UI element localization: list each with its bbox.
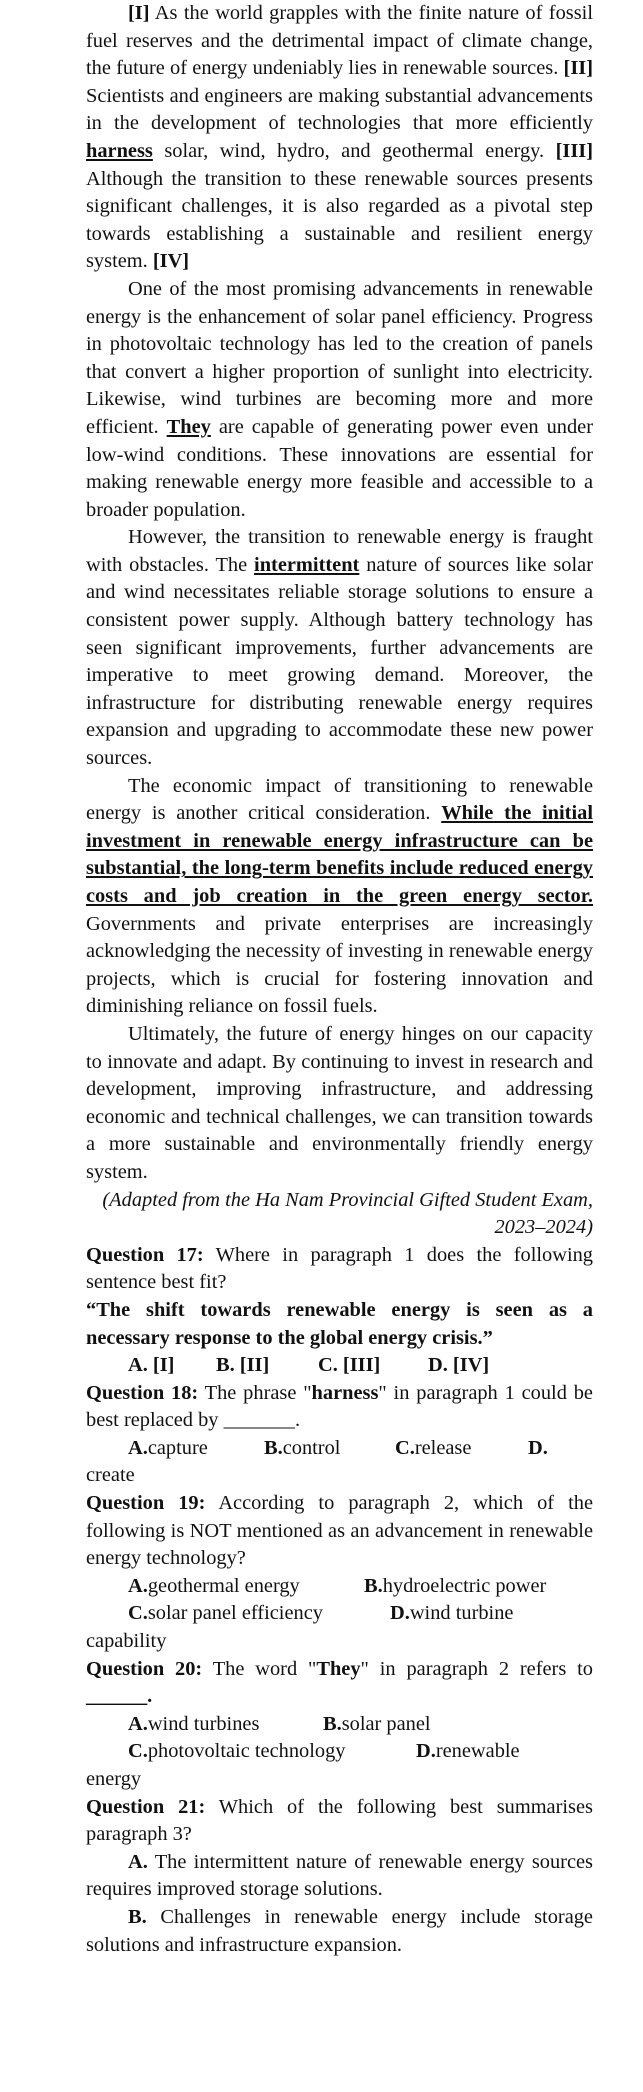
option-c[interactable]: C. [III] <box>318 1354 381 1377</box>
question-label: Question 19: <box>86 1492 206 1515</box>
option-d-text[interactable]: create <box>86 1464 135 1487</box>
question-17 <box>86 1242 593 1297</box>
position-marker-2: [II] <box>563 57 593 80</box>
question-20-options-cd <box>86 1738 593 1766</box>
option-b[interactable]: B. [II] <box>216 1354 270 1377</box>
option-c[interactable]: C.photovoltaic technology <box>128 1740 346 1763</box>
keyword-harness: harness <box>86 139 153 162</box>
question-21 <box>86 1794 593 1849</box>
paragraph-text: However, the transition to renewable energy is fraught with obstacles. The <box>86 526 593 576</box>
paragraph-text: Governments and private enterprises are increasingly acknowledging the necessity of investing in renewable energy projects, which is crucial for fostering innovation and diminishing reliance on fossil fuels. <box>86 912 593 1018</box>
option-d-text[interactable]: energy <box>86 1768 142 1790</box>
source-citation: (Adapted from the Ha Nam Provincial Gifted Student Exam, 2023–2024) <box>102 1188 593 1239</box>
paragraph-text: As the world grapples with the finite nature of fossil fuel reserves and the detrimental impact of climate change, the future of energy undeniably lies in renewable sources. <box>86 2 593 80</box>
question-stem: Which of the following best summarises paragraph 3? <box>86 1795 593 1846</box>
question-label: Question 17: <box>86 1243 204 1266</box>
paragraph-text: nature of sources like solar and wind necessitates reliable storage solutions to ensure a consistent power supply. Although battery technology has seen significant improvements, further advancements are imperative to meet growing demand. Moreover, the infrastructure for distributing renewable energy requires expansion and upgrading to accommodate these new power sources. <box>86 553 593 770</box>
question-17-quote: “The shift towards renewable energy is seen as a necessary response to the global energy crisis.” <box>86 1298 593 1349</box>
paragraph-text: solar, wind, hydro, and geothermal energy. <box>152 139 556 162</box>
question-18: Question 18: The phrase "harness" in paragraph 1 could be best replaced by _______. <box>86 1381 593 1432</box>
question-stem: Where in paragraph 1 does the following sentence best fit? <box>86 1243 594 1294</box>
option-d[interactable]: D.wind turbine <box>390 1602 514 1625</box>
highlighted-sentence: While the initial investment in renewable energy infrastructure can be substantial, the long-term benefits include reduced energy costs and job creation in the green energy sector. <box>86 802 593 907</box>
option-d[interactable]: D. [IV] <box>428 1354 490 1377</box>
passage-paragraph-5: Ultimately, the future of energy hinges on our capacity to innovate and adapt. By continuing to invest in research and development, improving infrastructure, and addressing economic and technical challenges, we can transition towards a more sustainable and environmentally friendly energy system. <box>86 1022 593 1183</box>
question-18-options <box>86 1435 593 1463</box>
question-19-options-ab <box>86 1573 593 1601</box>
position-marker-3: [III] <box>555 139 593 162</box>
passage-paragraph-1 <box>86 0 593 276</box>
option-a[interactable]: A.capture <box>128 1436 208 1459</box>
option-a[interactable]: A.wind turbines <box>128 1712 260 1735</box>
option-c[interactable]: C.release <box>395 1436 472 1459</box>
question-19-options-cd <box>86 1600 593 1628</box>
question-20-options-ab <box>86 1711 593 1739</box>
question-label: Question 20: <box>86 1657 203 1680</box>
option-b[interactable]: B.solar panel <box>323 1712 431 1735</box>
paragraph-text: One of the most promising advancements in renewable energy is the enhancement of solar panel efficiency. Progress in photovoltaic technology has led to the creation of panels that convert a higher proportion of sunlight into electricity. Likewise, wind turbines are becoming more and more efficient. <box>86 277 593 438</box>
question-20: Question 20: The word "They" in paragraph 2 refers to ______. <box>86 1657 593 1708</box>
keyword-they: They <box>166 415 211 438</box>
option-a[interactable]: A. [I] <box>128 1354 175 1377</box>
option-b[interactable]: B.control <box>264 1436 341 1459</box>
option-b[interactable]: B.hydroelectric power <box>364 1574 547 1597</box>
question-label: Question 21: <box>86 1795 206 1818</box>
answer-blank: ______. <box>86 1685 153 1708</box>
keyword-intermittent: intermittent <box>254 553 360 576</box>
option-a[interactable]: A. The intermittent nature of renewable energy sources requires improved storage solutions. <box>86 1850 593 1901</box>
paragraph-text: The economic impact of transitioning to renewable energy is another critical consideration. <box>86 774 593 825</box>
paragraph-text: Scientists and engineers are making substantial advancements in the development of technologies that more efficiently <box>86 84 593 135</box>
keyword-they-ref: They <box>316 1657 361 1680</box>
option-d[interactable]: D. <box>528 1436 548 1459</box>
passage-paragraph-4 <box>86 773 593 1021</box>
paragraph-text: are capable of generating power even under low-wind conditions. These innovations are essential for making renewable energy more feasible and accessible to a broader population. <box>86 415 594 521</box>
option-b[interactable]: B. Challenges in renewable energy include storage solutions and infrastructure expansion. <box>86 1905 593 1956</box>
passage-paragraph-3 <box>86 524 593 772</box>
question-19 <box>86 1490 593 1573</box>
position-marker-1: [I] <box>128 2 150 24</box>
paragraph-text: Although the transition to these renewable sources presents significant challenges, it is also regarded as a pivotal step towards establishing a sustainable and resilient energy system. <box>86 167 593 273</box>
passage-paragraph-2 <box>86 276 593 524</box>
option-a[interactable]: A.geothermal energy <box>128 1574 300 1597</box>
question-label: Question 18: <box>86 1381 199 1404</box>
question-17-options <box>86 1352 593 1380</box>
option-d-text[interactable]: capability <box>86 1630 167 1653</box>
keyword-harness-ref: harness <box>311 1381 379 1404</box>
option-d[interactable]: D.renewable <box>416 1740 520 1763</box>
question-stem: According to paragraph 2, which of the following is NOT mentioned as an advancement in renewable energy technology? <box>86 1492 593 1570</box>
option-c[interactable]: C.solar panel efficiency <box>128 1602 323 1625</box>
position-marker-4: [IV] <box>152 250 190 273</box>
